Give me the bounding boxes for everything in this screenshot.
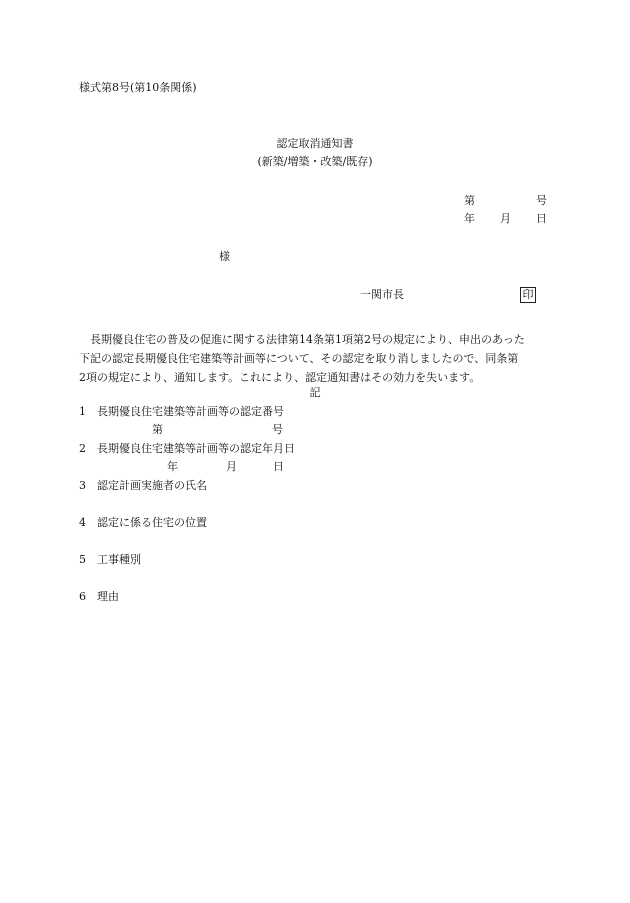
- item-label: 工事種別: [97, 553, 141, 566]
- item-label: 長期優良住宅建築等計画等の認定番号: [97, 405, 284, 418]
- date-year: 年: [464, 212, 475, 225]
- doc-number-go: 号: [536, 194, 547, 207]
- item-number: 6: [79, 590, 86, 603]
- item-number: 2: [79, 442, 86, 455]
- date-day: 日: [536, 212, 547, 225]
- document-subtitle: (新築/増築・改築/既存): [257, 155, 373, 168]
- body-line: 長期優良住宅の普及の促進に関する法律第14条第1項第2号の規定により、申出のあった: [90, 333, 525, 346]
- issuer-name: 一関市長: [360, 288, 404, 301]
- item-label: 認定計画実施者の氏名: [97, 479, 207, 492]
- item-number: 3: [79, 479, 86, 492]
- item2-month: 月: [226, 460, 237, 473]
- ki-heading: 記: [309, 386, 321, 399]
- body-paragraph: [79, 330, 551, 387]
- doc-number-dai: 第: [464, 194, 475, 207]
- item-label: 理由: [97, 590, 119, 603]
- item1-dai: 第: [152, 423, 163, 436]
- item-number: 1: [79, 405, 86, 418]
- addressee-suffix: 様: [219, 250, 230, 263]
- item2-day: 日: [273, 460, 284, 473]
- item-label: 認定に係る住宅の位置: [97, 516, 207, 529]
- item2-year: 年: [167, 460, 178, 473]
- seal-mark: 印: [520, 287, 536, 303]
- item1-go: 号: [272, 423, 283, 436]
- item-number: 4: [79, 516, 86, 529]
- document-title: 認定取消通知書: [276, 137, 354, 150]
- item-label: 長期優良住宅建築等計画等の認定年月日: [97, 442, 295, 455]
- form-number: 様式第8号(第10条関係): [79, 81, 197, 94]
- body-line: 2項の規定により、通知します。これにより、認定通知書はその効力を失います。: [79, 371, 481, 384]
- date-month: 月: [500, 212, 511, 225]
- body-line: 下記の認定長期優良住宅建築等計画等について、その認定を取り消しましたので、同条第: [79, 352, 519, 365]
- item-number: 5: [79, 553, 86, 566]
